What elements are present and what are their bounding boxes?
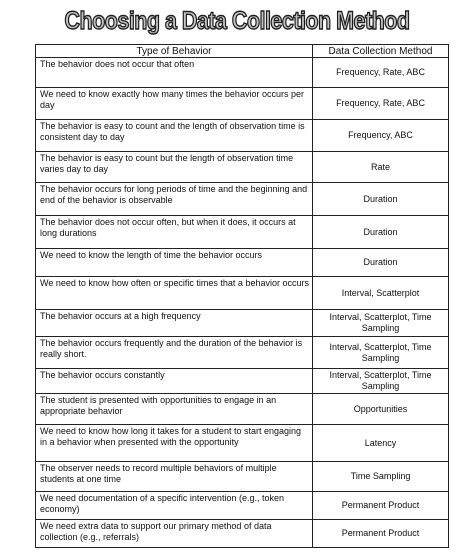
- table-row: [36, 425, 449, 462]
- table-row: [36, 58, 449, 88]
- table-header-row: [36, 45, 449, 58]
- method-cell: Rate: [313, 152, 449, 183]
- method-cell: Frequency, Rate, ABC: [313, 58, 449, 88]
- table-row: [36, 337, 449, 369]
- behavior-cell: We need documentation of a specific intervention (e.g., token economy): [36, 492, 313, 520]
- method-cell: Duration: [313, 249, 449, 277]
- method-cell: Interval, Scatterplot, Time Sampling: [313, 369, 449, 394]
- page-title: Choosing a Data Collection Method: [64, 7, 410, 35]
- header-data-collection-method: Data Collection Method: [313, 45, 449, 58]
- table-row: [36, 310, 449, 337]
- behavior-cell: The behavior does not occur often, but when it does, it occurs at long durations: [36, 216, 313, 249]
- method-cell: Frequency, ABC: [313, 120, 449, 152]
- table-row: [36, 216, 449, 249]
- method-cell: Interval, Scatterplot: [313, 277, 449, 310]
- method-cell: Opportunities: [313, 394, 449, 425]
- behavior-cell: We need extra data to support our primary method of data collection (e.g., referrals): [36, 520, 313, 548]
- table-row: [36, 183, 449, 216]
- method-cell: Permanent Product: [313, 520, 449, 548]
- method-cell: Latency: [313, 425, 449, 462]
- behavior-cell: We need to know how often or specific times that a behavior occurs: [36, 277, 313, 310]
- behavior-cell: The behavior occurs frequently and the duration of the behavior is really short.: [36, 337, 313, 369]
- behavior-cell: The behavior occurs constantly: [36, 369, 313, 394]
- behavior-cell: We need to know how long it takes for a student to start engaging in a behavior when presented with the opportunity: [36, 425, 313, 462]
- behavior-cell: The behavior is easy to count but the length of observation time varies day to day: [36, 152, 313, 183]
- behavior-cell: The behavior occurs for long periods of time and the beginning and end of the behavior is observable: [36, 183, 313, 216]
- behavior-cell: The behavior occurs at a high frequency: [36, 310, 313, 337]
- method-cell: Permanent Product: [313, 492, 449, 520]
- table-row: [36, 249, 449, 277]
- method-cell: Interval, Scatterplot, Time Sampling: [313, 337, 449, 369]
- table-row: [36, 369, 449, 394]
- method-cell: Duration: [313, 216, 449, 249]
- behavior-cell: We need to know the length of time the behavior occurs: [36, 249, 313, 277]
- table-row: [36, 277, 449, 310]
- behavior-cell: The behavior is easy to count and the length of observation time is consistent day to day: [36, 120, 313, 152]
- table-row: [36, 394, 449, 425]
- behavior-cell: We need to know exactly how many times the behavior occurs per day: [36, 88, 313, 120]
- method-cell: Time Sampling: [313, 462, 449, 492]
- table-row: [36, 152, 449, 183]
- method-cell: Duration: [313, 183, 449, 216]
- table-row: [36, 120, 449, 152]
- behavior-cell: The observer needs to record multiple behaviors of multiple students at one time: [36, 462, 313, 492]
- table-row: [36, 520, 449, 548]
- data-collection-table: [35, 44, 449, 548]
- header-type-of-behavior: Type of Behavior: [36, 45, 313, 58]
- behavior-cell: The behavior does not occur that often: [36, 58, 313, 88]
- behavior-cell: The student is presented with opportunities to engage in an appropriate behavior: [36, 394, 313, 425]
- table-row: [36, 492, 449, 520]
- method-cell: Interval, Scatterplot, Time Sampling: [313, 310, 449, 337]
- method-cell: Frequency, Rate, ABC: [313, 88, 449, 120]
- table-row: [36, 462, 449, 492]
- table-row: [36, 88, 449, 120]
